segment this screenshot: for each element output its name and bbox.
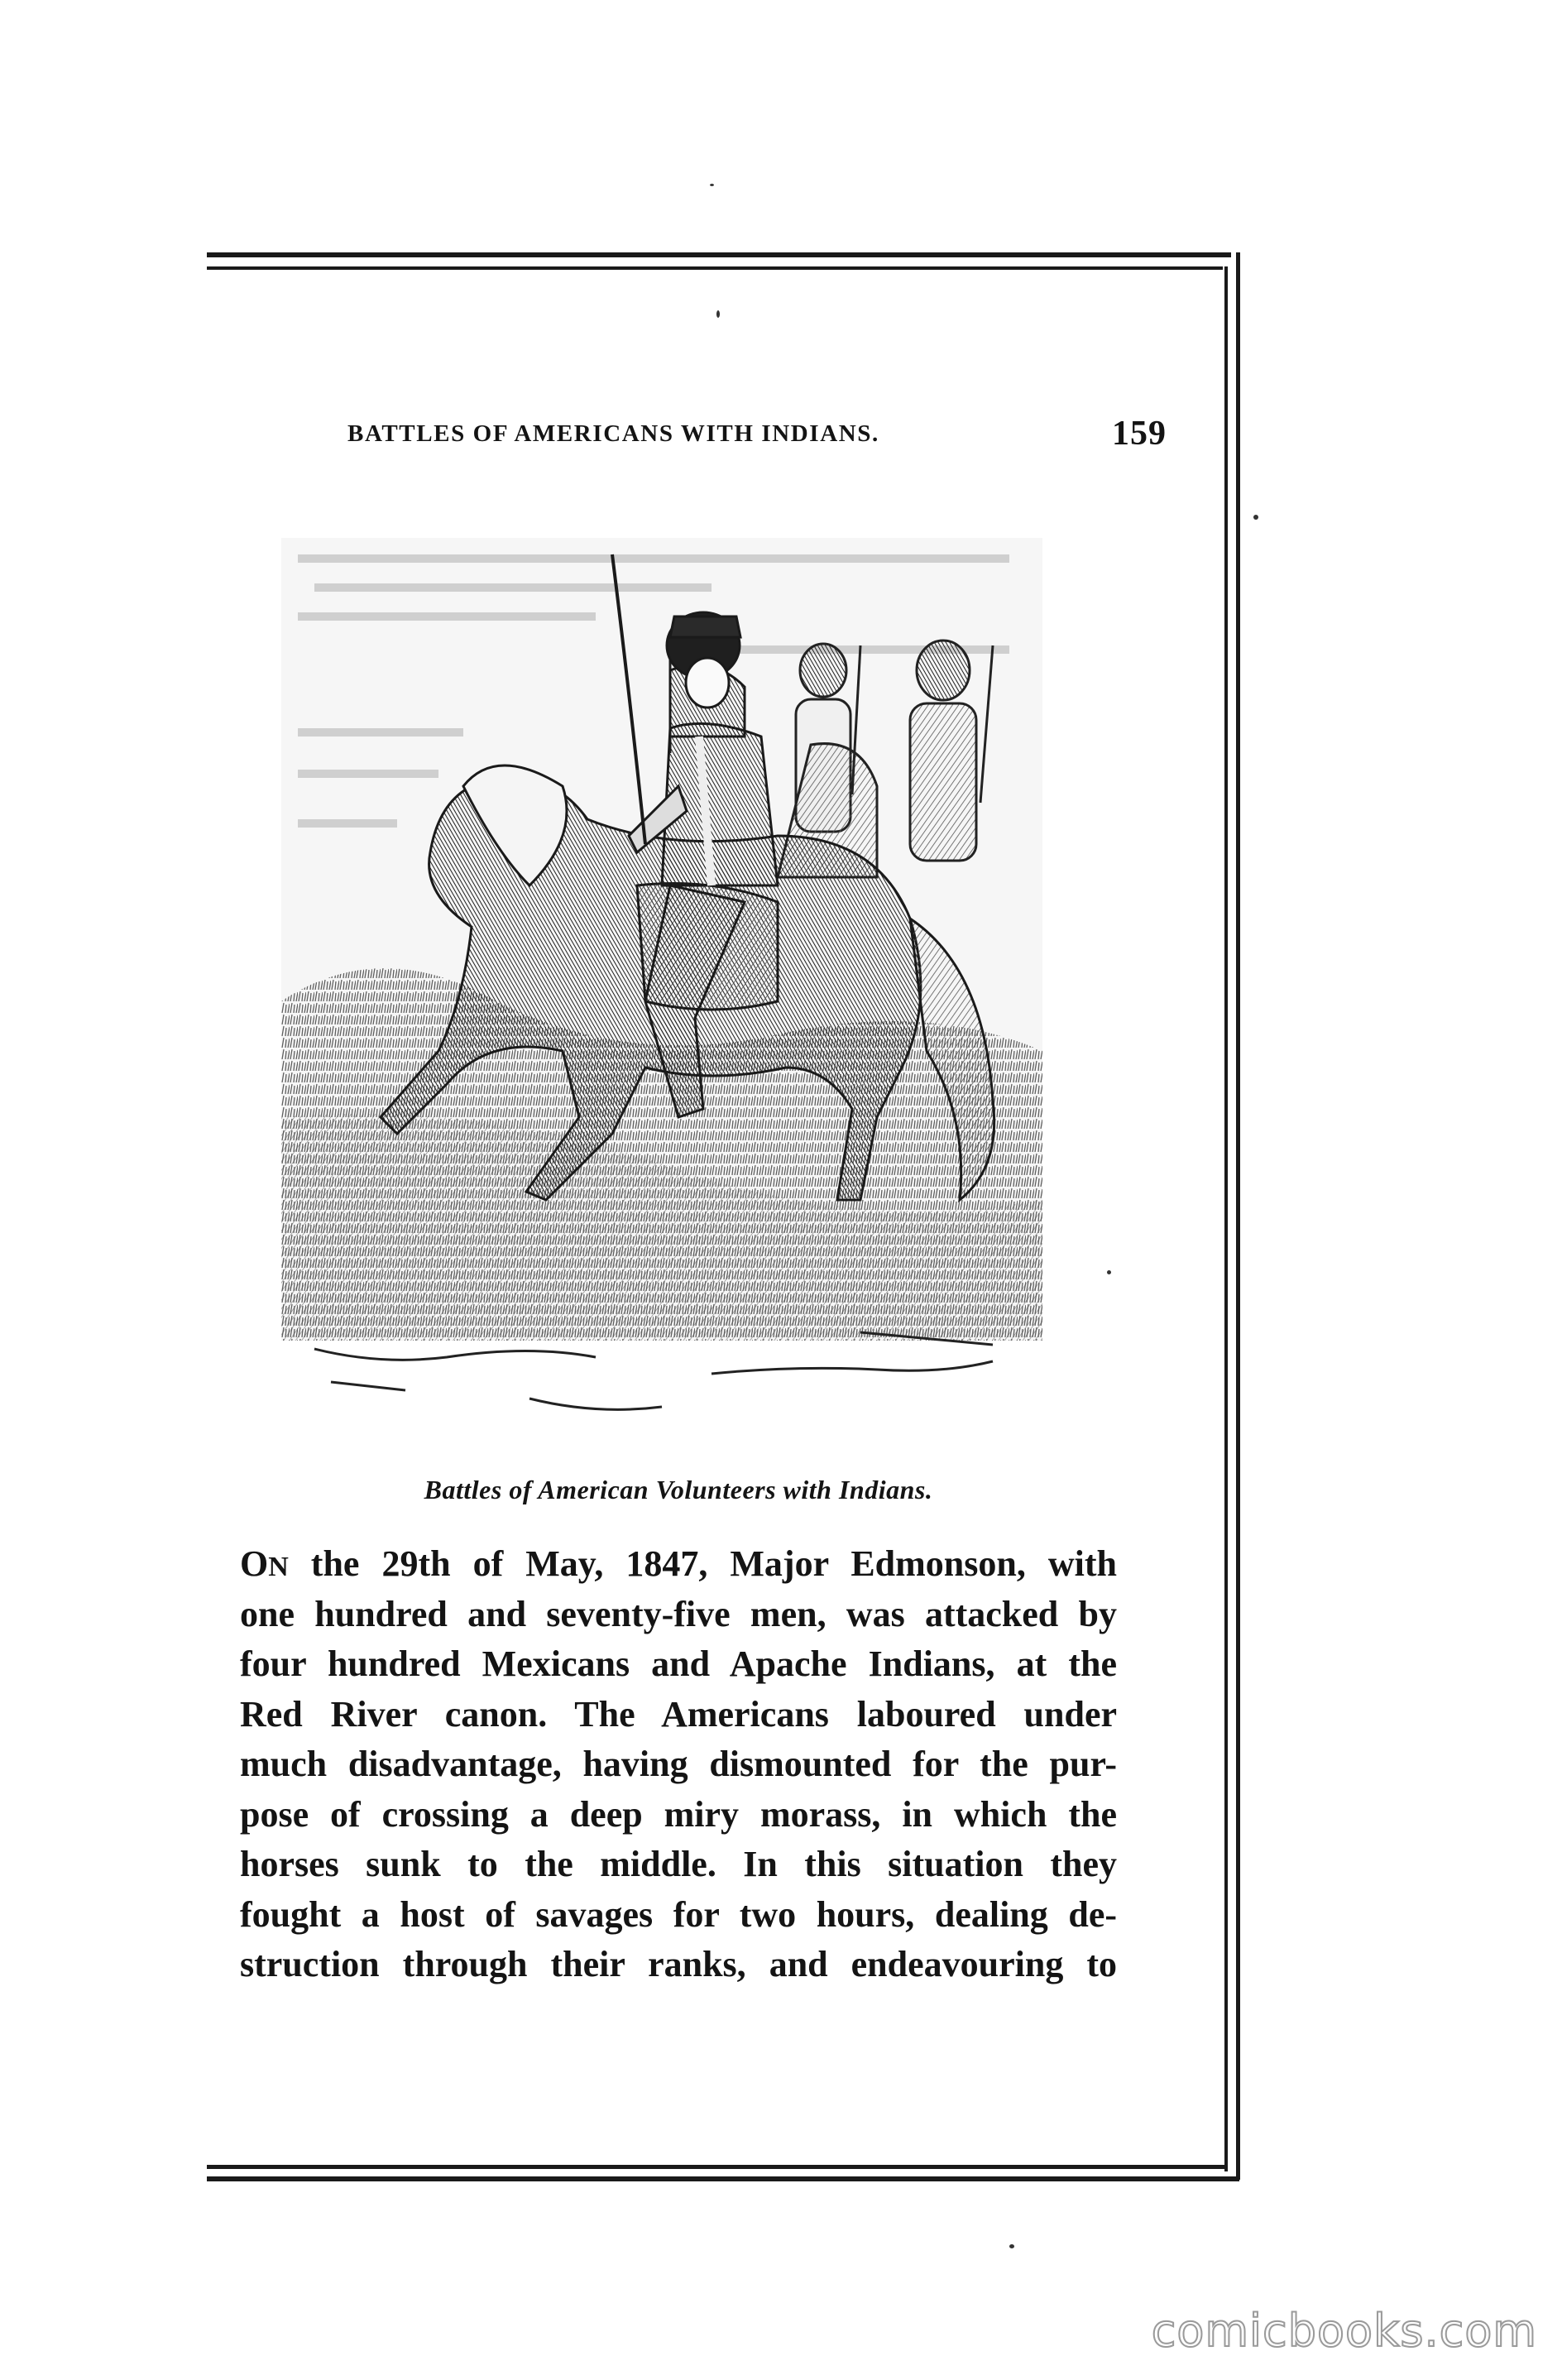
- scan-speck: [1107, 1270, 1111, 1274]
- text-line: pose of crossing a deep miry morass, in which the: [240, 1793, 1117, 1835]
- engraving-cavalry-officer-icon: [281, 538, 1051, 1448]
- text-line: struction through their ranks, and endeavouring to: [240, 1944, 1117, 1984]
- page-number: 159: [1112, 415, 1167, 453]
- scan-speck: [710, 184, 714, 186]
- figure-caption: Battles of American Volunteers with Indians.: [424, 1475, 933, 1504]
- scan-speck: [716, 310, 720, 318]
- frame-rule-bottom-inner: [207, 2165, 1226, 2169]
- text-line: four hundred Mexicans and Apache Indians, at the: [240, 1643, 1117, 1684]
- frame-rule-right-outer: [1236, 252, 1240, 2180]
- text-line: one hundred and seventy-five men, was attacked by: [240, 1593, 1117, 1634]
- frame-rule-top-outer: [207, 252, 1231, 257]
- text-line: horses sunk to the middle. In this situation they: [240, 1844, 1117, 1884]
- small-cap: N: [268, 1552, 289, 1582]
- text-line: fought a host of savages for two hours, dealing de-: [240, 1893, 1117, 1935]
- watermark-logo: comicbooks.com: [1151, 2305, 1537, 2357]
- running-head: [347, 414, 1167, 455]
- text-line-rest: the 29th of May, 1847, Major Edmonson, with: [288, 1543, 1117, 1584]
- text-line: [240, 1539, 1117, 1590]
- body-paragraph: [240, 1539, 1117, 1990]
- frame-rule-bottom-outer: [207, 2176, 1239, 2181]
- running-title: BATTLES OF AMERICANS WITH INDIANS.: [347, 420, 879, 447]
- drop-cap: O: [240, 1543, 269, 1584]
- frame-rule-top-inner: [207, 266, 1223, 270]
- scan-speck: [1009, 2244, 1014, 2248]
- text-line: Red River canon. The Americans laboured under: [240, 1693, 1117, 1735]
- text-line: much disadvantage, having dismounted for the pur-: [240, 1744, 1117, 1784]
- scan-speck: [1253, 515, 1258, 520]
- frame-rule-right-inner: [1224, 266, 1228, 2171]
